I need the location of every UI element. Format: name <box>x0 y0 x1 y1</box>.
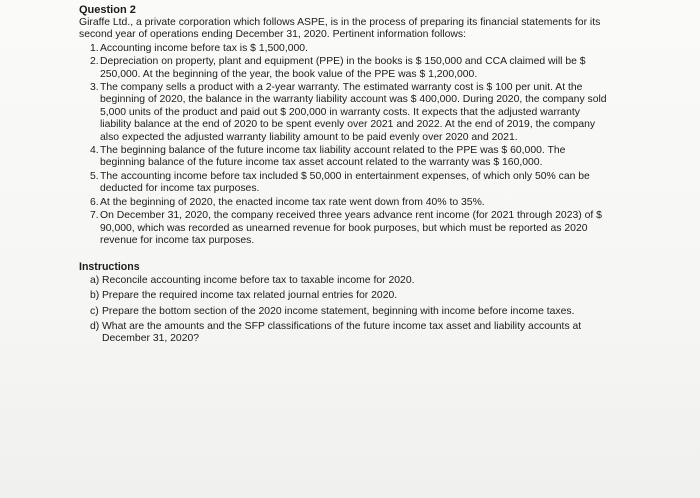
question-intro: Giraffe Ltd., a private corporation which follows ASPE, is in the process of preparing its financial statements for its second year of operations ending December 31, 2020. Pertinent information follows: <box>79 17 601 41</box>
information-item <box>79 171 609 196</box>
question-title: Question 2 <box>79 4 136 16</box>
item-text: Accounting income before tax is $ 1,500,000. <box>100 42 308 54</box>
item-text: At the beginning of 2020, the enacted income tax rate went down from 40% to 35%. <box>100 196 485 208</box>
item-text: On December 31, 2020, the company received three years advance rent income (for 2021 through 2023) of $ 90,000, which was recorded as unearned revenue for book purposes, but which must be reported as 2020 revenue for income tax purposes. <box>100 210 602 246</box>
instruction-text: Reconcile accounting income before tax to taxable income for 2020. <box>102 274 415 286</box>
information-item <box>79 145 609 170</box>
information-item <box>79 56 609 81</box>
item-number: 3. <box>90 82 99 94</box>
instruction-letter: b) <box>90 290 100 302</box>
item-text: Depreciation on property, plant and equipment (PPE) in the books is $ 150,000 and CCA claimed will be $ 250,000. At the beginning of the year, the book value of the PPE was $ 1,200,000. <box>100 56 586 80</box>
instruction-item <box>79 306 609 318</box>
instruction-item <box>79 275 609 287</box>
item-number: 1. <box>90 42 99 54</box>
item-number: 7. <box>90 210 99 222</box>
instruction-letter: a) <box>90 274 100 286</box>
instruction-text: Prepare the bottom section of the 2020 income statement, beginning with income before income taxes. <box>102 305 575 317</box>
information-item <box>79 197 609 209</box>
instructions-title: Instructions <box>79 261 140 274</box>
instruction-item <box>79 321 609 346</box>
item-text: The beginning balance of the future income tax liability account related to the PPE was $ 60,000. The beginning balance of the future income tax asset account related to the warranty was $ 160,000. <box>100 145 566 169</box>
information-item <box>79 82 609 144</box>
item-text: The company sells a product with a 2-year warranty. The estimated warranty cost is $ 100 per unit. At the beginning of 2020, the balance in the warranty liability account was $ 400,000. During 2020, the company sold 5,000 units of the product and paid out $ 200,000 in warranty costs. It expects that the adjusted warranty liability balance at the end of 2020 to be spent evenly over 2021 and 2022. At the end of 2019, the company also expected the adjusted warranty liability amount to be paid evenly over 2020 and 2021. <box>100 82 607 143</box>
instruction-letter: c) <box>90 305 99 317</box>
item-number: 4. <box>90 145 99 157</box>
information-item <box>79 210 609 247</box>
item-number: 6. <box>90 196 99 208</box>
item-text: The accounting income before tax included $ 50,000 in entertainment expenses, of which only 50% can be deducted for income tax purposes. <box>100 170 590 195</box>
instruction-text: Prepare the required income tax related journal entries for 2020. <box>102 290 398 302</box>
instruction-letter: d) <box>90 320 100 332</box>
information-list <box>79 43 609 248</box>
instruction-item <box>79 290 609 302</box>
instructions-list <box>79 275 609 346</box>
instruction-text: What are the amounts and the SFP classifications of the future income tax asset and liability accounts at December 31, 2020? <box>102 320 582 345</box>
item-number: 5. <box>90 170 99 182</box>
question-content <box>79 4 609 349</box>
information-item <box>79 43 609 55</box>
item-number: 2. <box>90 56 99 68</box>
